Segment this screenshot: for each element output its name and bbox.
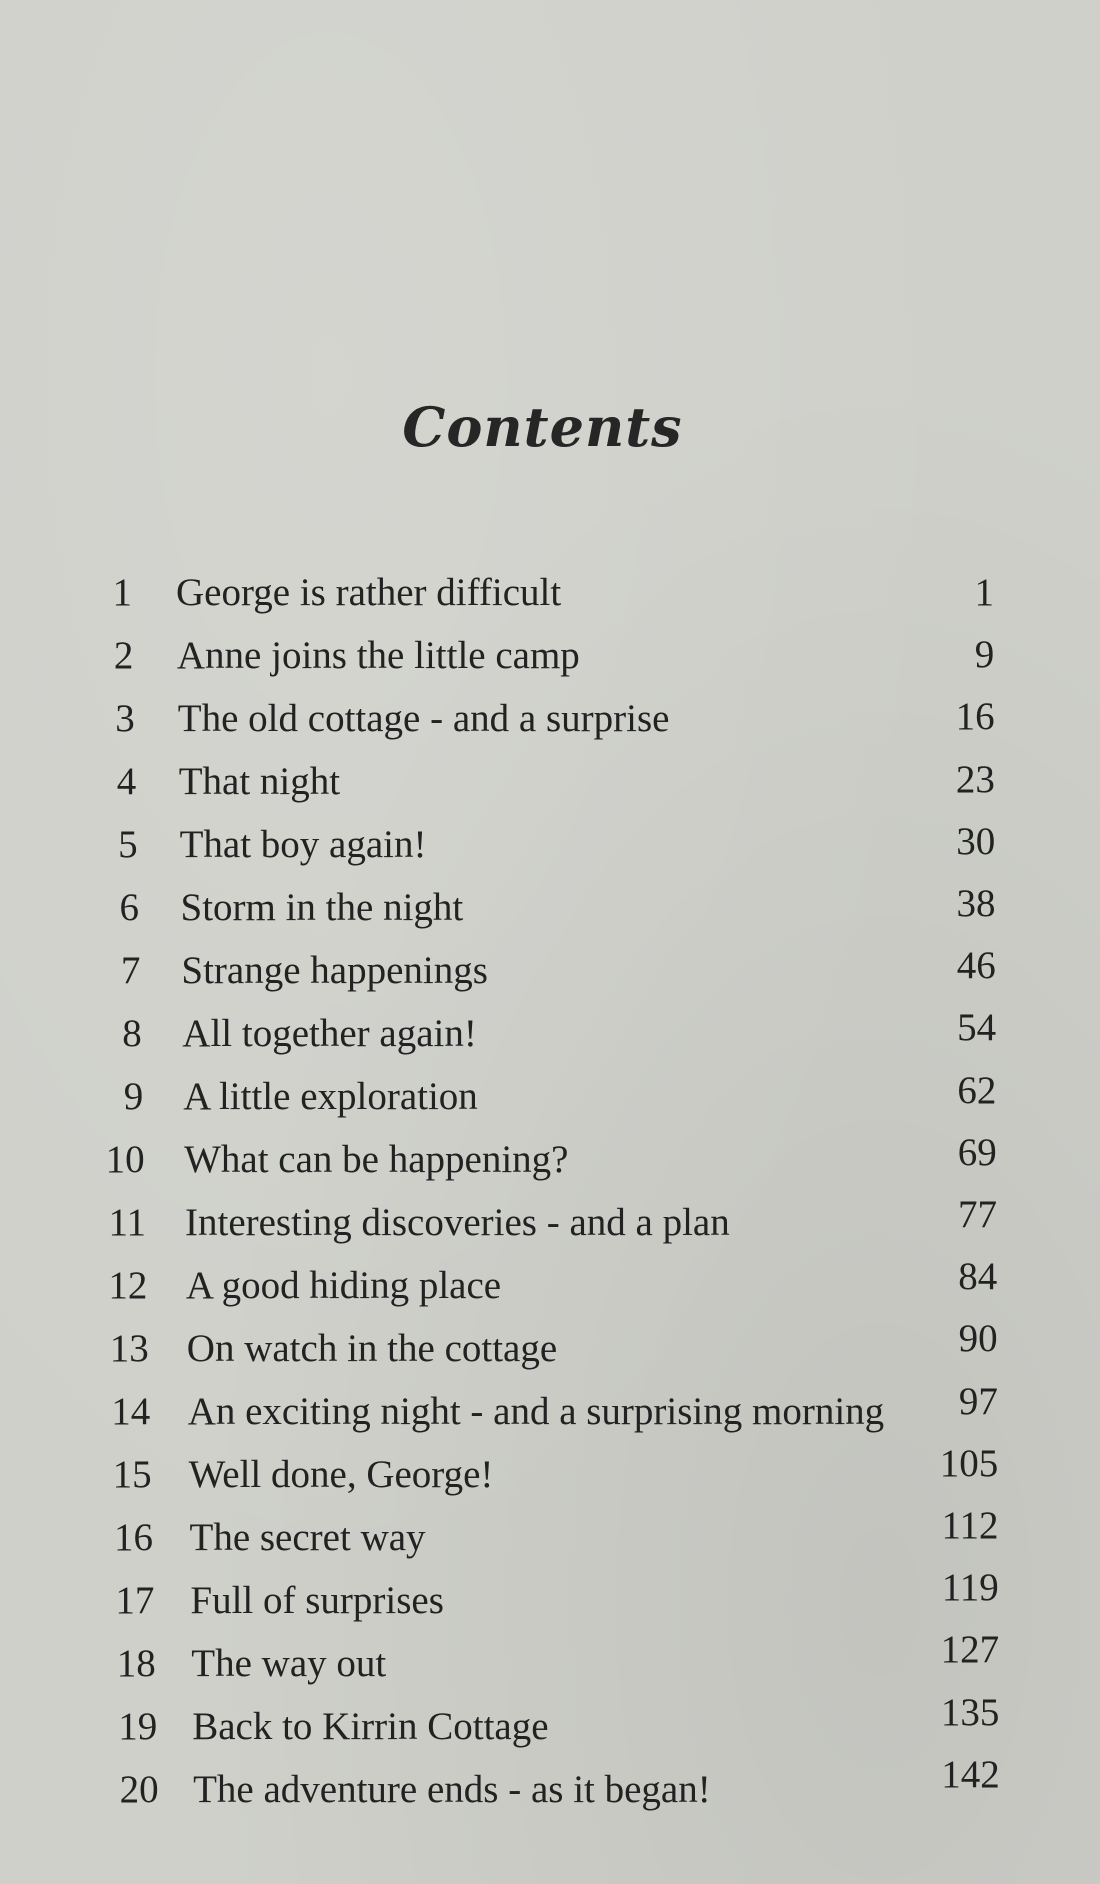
chapter-page-number: 62 — [957, 1068, 997, 1112]
chapter-title: George is rather difficult — [176, 571, 562, 614]
chapter-page-number: 23 — [955, 757, 995, 801]
table-row — [0, 944, 1100, 1008]
chapter-page-number: 97 — [958, 1379, 998, 1423]
chapter-title: Well done, George! — [188, 1453, 494, 1496]
chapter-number: 5 — [118, 823, 138, 866]
table-row — [0, 1006, 1100, 1071]
chapter-title: A little exploration — [183, 1075, 478, 1118]
table-row — [0, 1752, 1100, 1827]
chapter-number: 14 — [111, 1390, 151, 1433]
chapter-number: 12 — [108, 1264, 148, 1307]
table-row — [0, 1130, 1100, 1197]
chapter-title: What can be happening? — [184, 1138, 569, 1181]
chapter-number: 16 — [114, 1516, 153, 1559]
table-row — [0, 696, 1100, 756]
chapter-title: That boy again! — [179, 823, 427, 866]
chapter-title: That night — [178, 760, 341, 803]
chapter-title: Interesting discoveries - and a plan — [185, 1201, 730, 1244]
table-row — [0, 633, 1100, 693]
chapter-number: 11 — [108, 1201, 146, 1244]
chapter-title: The old cottage - and a surprise — [177, 697, 670, 740]
table-row — [0, 1068, 1100, 1134]
page-title: Contents — [402, 395, 683, 459]
chapter-number: 3 — [115, 697, 135, 740]
chapter-page-number: 127 — [940, 1628, 1000, 1672]
chapter-title: Full of surprises — [190, 1579, 444, 1622]
chapter-page-number: 105 — [939, 1441, 999, 1485]
chapter-page-number: 16 — [955, 695, 995, 739]
table-row — [0, 819, 1100, 882]
chapter-number: 18 — [116, 1642, 156, 1685]
chapter-number: 10 — [105, 1138, 145, 1181]
chapter-number: 4 — [116, 760, 137, 803]
chapter-page-number: 112 — [941, 1504, 999, 1547]
chapter-page-number: 30 — [956, 819, 996, 863]
chapter-page-number: 84 — [958, 1255, 998, 1299]
chapter-number: 1 — [112, 571, 132, 614]
chapter-number: 13 — [109, 1327, 149, 1370]
table-row — [0, 1193, 1100, 1260]
chapter-page-number: 1 — [974, 571, 994, 614]
chapter-page-number: 142 — [941, 1752, 1000, 1796]
table-row — [0, 1255, 1100, 1323]
chapter-title: An exciting night - and a surprising morning — [187, 1390, 885, 1433]
chapter-title: Back to Kirrin Cottage — [192, 1705, 549, 1748]
chapter-page-number: 38 — [956, 882, 996, 925]
chapter-title: A good hiding place — [185, 1264, 502, 1307]
chapter-title: The secret way — [189, 1516, 426, 1559]
chapter-number: 15 — [112, 1453, 152, 1496]
chapter-title: The way out — [191, 1642, 387, 1685]
chapter-number: 7 — [120, 949, 141, 992]
chapter-title: Storm in the night — [180, 886, 464, 929]
chapter-page-number: 119 — [941, 1566, 999, 1610]
chapter-number: 17 — [115, 1579, 155, 1622]
chapter-page-number: 69 — [957, 1130, 997, 1174]
chapter-title: All together again! — [182, 1012, 477, 1055]
chapter-title: Anne joins the little camp — [176, 634, 580, 677]
chapter-title: On watch in the cottage — [186, 1327, 558, 1370]
table-row — [0, 1317, 1100, 1386]
chapter-page-number: 46 — [956, 944, 996, 988]
table-row — [0, 759, 1100, 819]
chapter-page-number: 77 — [958, 1193, 997, 1236]
chapter-title: Strange happenings — [181, 949, 488, 992]
chapter-number: 6 — [119, 886, 139, 929]
chapter-title: The adventure ends - as it began! — [193, 1768, 711, 1811]
chapter-page-number: 90 — [958, 1317, 998, 1361]
chapter-page-number: 54 — [957, 1006, 997, 1050]
table-row — [0, 570, 1100, 630]
chapter-number: 20 — [119, 1768, 159, 1811]
chapter-page-number: 9 — [974, 633, 995, 677]
chapter-number: 8 — [122, 1012, 142, 1055]
chapter-number: 2 — [113, 634, 134, 677]
chapter-number: 19 — [118, 1705, 158, 1748]
chapter-page-number: 135 — [940, 1690, 1000, 1734]
table-row — [0, 882, 1100, 945]
chapter-number: 9 — [123, 1075, 144, 1118]
